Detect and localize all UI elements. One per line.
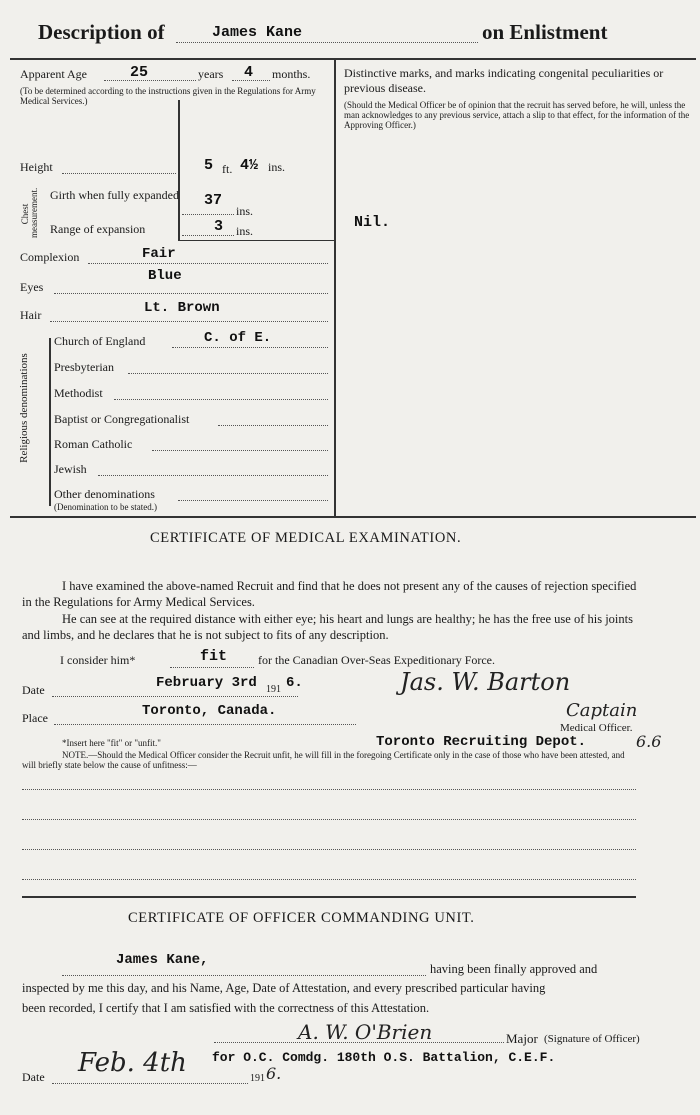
religion-presbyterian-line — [128, 373, 328, 374]
girth-line — [182, 214, 234, 215]
medical-date-line — [52, 696, 298, 697]
expansion-line — [182, 235, 234, 236]
chest-measurement-label: Chest measurement. — [20, 187, 39, 238]
medical-date-label: Date — [22, 683, 45, 697]
insert-note: *Insert here "fit" or "unfit." — [62, 738, 161, 748]
commanding-text-1: having been finally approved and — [430, 962, 598, 976]
commanding-officer-signature: A. W. O'Brien — [298, 1020, 433, 1044]
recruiting-depot-stamp: Toronto Recruiting Depot. — [376, 734, 587, 750]
medical-para-2-text: He can see at the required distance with either eye; his heart and lungs are healthy; he has the free use of his joints and limbs, and he declares that he is not subject to fits of any description. — [22, 612, 633, 642]
height-line — [62, 173, 176, 174]
months-label: months. — [272, 67, 311, 81]
age-note: (To be determined according to the instructions given in the Regulations for Army Medical Services.) — [20, 86, 316, 106]
title-suffix: on Enlistment — [482, 20, 608, 44]
religion-roman-catholic-label: Roman Catholic — [54, 437, 133, 451]
religions-label: Religious denominations — [18, 353, 30, 463]
religion-methodist-line — [114, 399, 328, 400]
medical-officer-label: Medical Officer. — [560, 722, 633, 734]
force-label: for the Canadian Over-Seas Expeditionary Force. — [258, 653, 496, 667]
title-prefix: Description of — [38, 20, 165, 44]
distinctive-marks-heading: Distinctive marks, and marks indicating congenital peculiarities or previous disease. — [344, 66, 664, 95]
expansion-unit: ins. — [236, 224, 254, 238]
medical-officer-signature: Jas. W. Barton — [400, 668, 571, 696]
commanding-year-suffix: 6. — [266, 1064, 282, 1083]
commanding-certificate-heading: CERTIFICATE OF OFFICER COMMANDING UNIT. — [128, 910, 475, 926]
commanding-text-2: inspected by me this day, and his Name, Age, Date of Attestation, and every prescribed particular having — [22, 981, 546, 995]
age-years-line — [104, 80, 196, 81]
commanding-text-3: been recorded, I certify that I am satisfied with the correctness of this Attestation. — [22, 1001, 430, 1015]
commanding-year-prefix: 191 — [250, 1073, 265, 1084]
medical-year-suffix: 6. — [286, 675, 303, 691]
medical-para-1-text: I have examined the above-named Recruit and find that he does not present any of the causes of rejection specified in the Regulations for Army Medical Services. — [22, 579, 637, 609]
girth-label: Girth when fully expanded — [50, 188, 179, 202]
place-value: Toronto, Canada. — [142, 703, 277, 719]
height-label: Height — [20, 160, 53, 174]
girth-value: 37 — [204, 192, 223, 209]
commanding-date-label: Date — [22, 1070, 45, 1084]
age-months-value: 4 — [244, 64, 254, 81]
ins-label: ins. — [268, 160, 286, 174]
religion-jewish-line — [98, 475, 328, 476]
section-rule — [22, 896, 636, 898]
religion-baptist-line — [218, 425, 328, 426]
religion-other-line — [178, 500, 328, 501]
religion-baptist-label: Baptist or Congregationalist — [54, 412, 190, 426]
commanding-date-line — [52, 1083, 248, 1084]
commanding-name-line — [62, 975, 426, 976]
unfitness-line-2 — [22, 819, 636, 820]
box-bottom-rule — [10, 516, 696, 518]
distinctive-marks-value: Nil. — [354, 214, 391, 231]
form-title — [38, 20, 165, 45]
measure-box-bottom — [178, 240, 334, 241]
religion-church-of-england-label: Church of England — [54, 334, 146, 348]
years-label: years — [198, 67, 224, 81]
height-in-value: 4½ — [240, 157, 259, 174]
recruit-name: James Kane — [212, 24, 303, 41]
age-years-value: 25 — [130, 64, 149, 81]
religion-presbyterian-label: Presbyterian — [54, 360, 114, 374]
medical-para-1 — [22, 578, 638, 610]
religions-bracket — [49, 338, 51, 506]
medical-para-2 — [22, 611, 638, 643]
ft-label: ft. — [222, 162, 233, 176]
complexion-label: Complexion — [20, 250, 80, 264]
unfitness-line-4 — [22, 879, 636, 880]
religion-church-of-england-line — [172, 347, 328, 348]
denomination-note: (Denomination to be stated.) — [54, 502, 157, 512]
hair-value: Lt. Brown — [144, 300, 220, 316]
medical-officer-rank: Captain — [566, 700, 638, 721]
commanding-date-value: Feb. 4th — [78, 1048, 187, 1078]
religion-other-label: Other denominations — [54, 487, 155, 501]
eyes-value: Blue — [148, 268, 182, 284]
medical-date-value: February 3rd — [156, 675, 257, 691]
medical-year-prefix: 191 — [266, 684, 281, 695]
medical-certificate-heading: CERTIFICATE OF MEDICAL EXAMINATION. — [150, 530, 462, 546]
title-name-line — [176, 42, 478, 43]
religion-church-of-england-value: C. of E. — [204, 330, 272, 346]
consider-label: I consider him* — [60, 653, 136, 667]
distinctive-marks-note: (Should the Medical Officer be of opinion that the recruit has served before, he will, unless the man acknowledges to any previous service, attach a slip to that effect, for the information of the Approving Officer.) — [344, 100, 690, 130]
height-ft-value: 5 — [204, 157, 214, 174]
hair-label: Hair — [20, 308, 42, 322]
unfitness-line-3 — [22, 849, 636, 850]
commanding-unit: for O.C. Comdg. 180th O.S. Battalion, C.E.F. — [212, 1050, 556, 1065]
hair-line — [50, 321, 328, 322]
eyes-line — [54, 293, 328, 294]
place-line — [54, 724, 356, 725]
place-label: Place — [22, 711, 48, 725]
religion-methodist-label: Methodist — [54, 386, 103, 400]
unfit-note: NOTE.—Should the Medical Officer consider the Recruit unfit, he will fill in the foregoing Certificate only in the case of those who have been attested, and will briefly state below the cause of unfitness:— — [22, 750, 625, 770]
signature-of-officer-label: (Signature of Officer) — [544, 1033, 640, 1045]
religion-roman-catholic-line — [152, 450, 328, 451]
top-rule — [10, 58, 696, 60]
expansion-label: Range of expansion — [50, 222, 146, 236]
eyes-label: Eyes — [20, 280, 44, 294]
fit-line — [170, 667, 254, 668]
religion-jewish-label: Jewish — [54, 462, 87, 476]
expansion-value: 3 — [214, 218, 224, 235]
fit-value: fit — [200, 648, 228, 665]
measure-box-left — [178, 100, 180, 240]
complexion-value: Fair — [142, 246, 176, 262]
unfitness-line-1 — [22, 789, 636, 790]
stamp-extra-mark: 6.6 — [636, 732, 662, 751]
column-divider — [334, 58, 336, 516]
major-label: Major — [506, 1031, 538, 1046]
girth-unit: ins. — [236, 204, 254, 218]
apparent-age-label: Apparent Age — [20, 67, 87, 81]
commanding-recruit-name: James Kane, — [116, 952, 209, 968]
complexion-line — [88, 263, 328, 264]
